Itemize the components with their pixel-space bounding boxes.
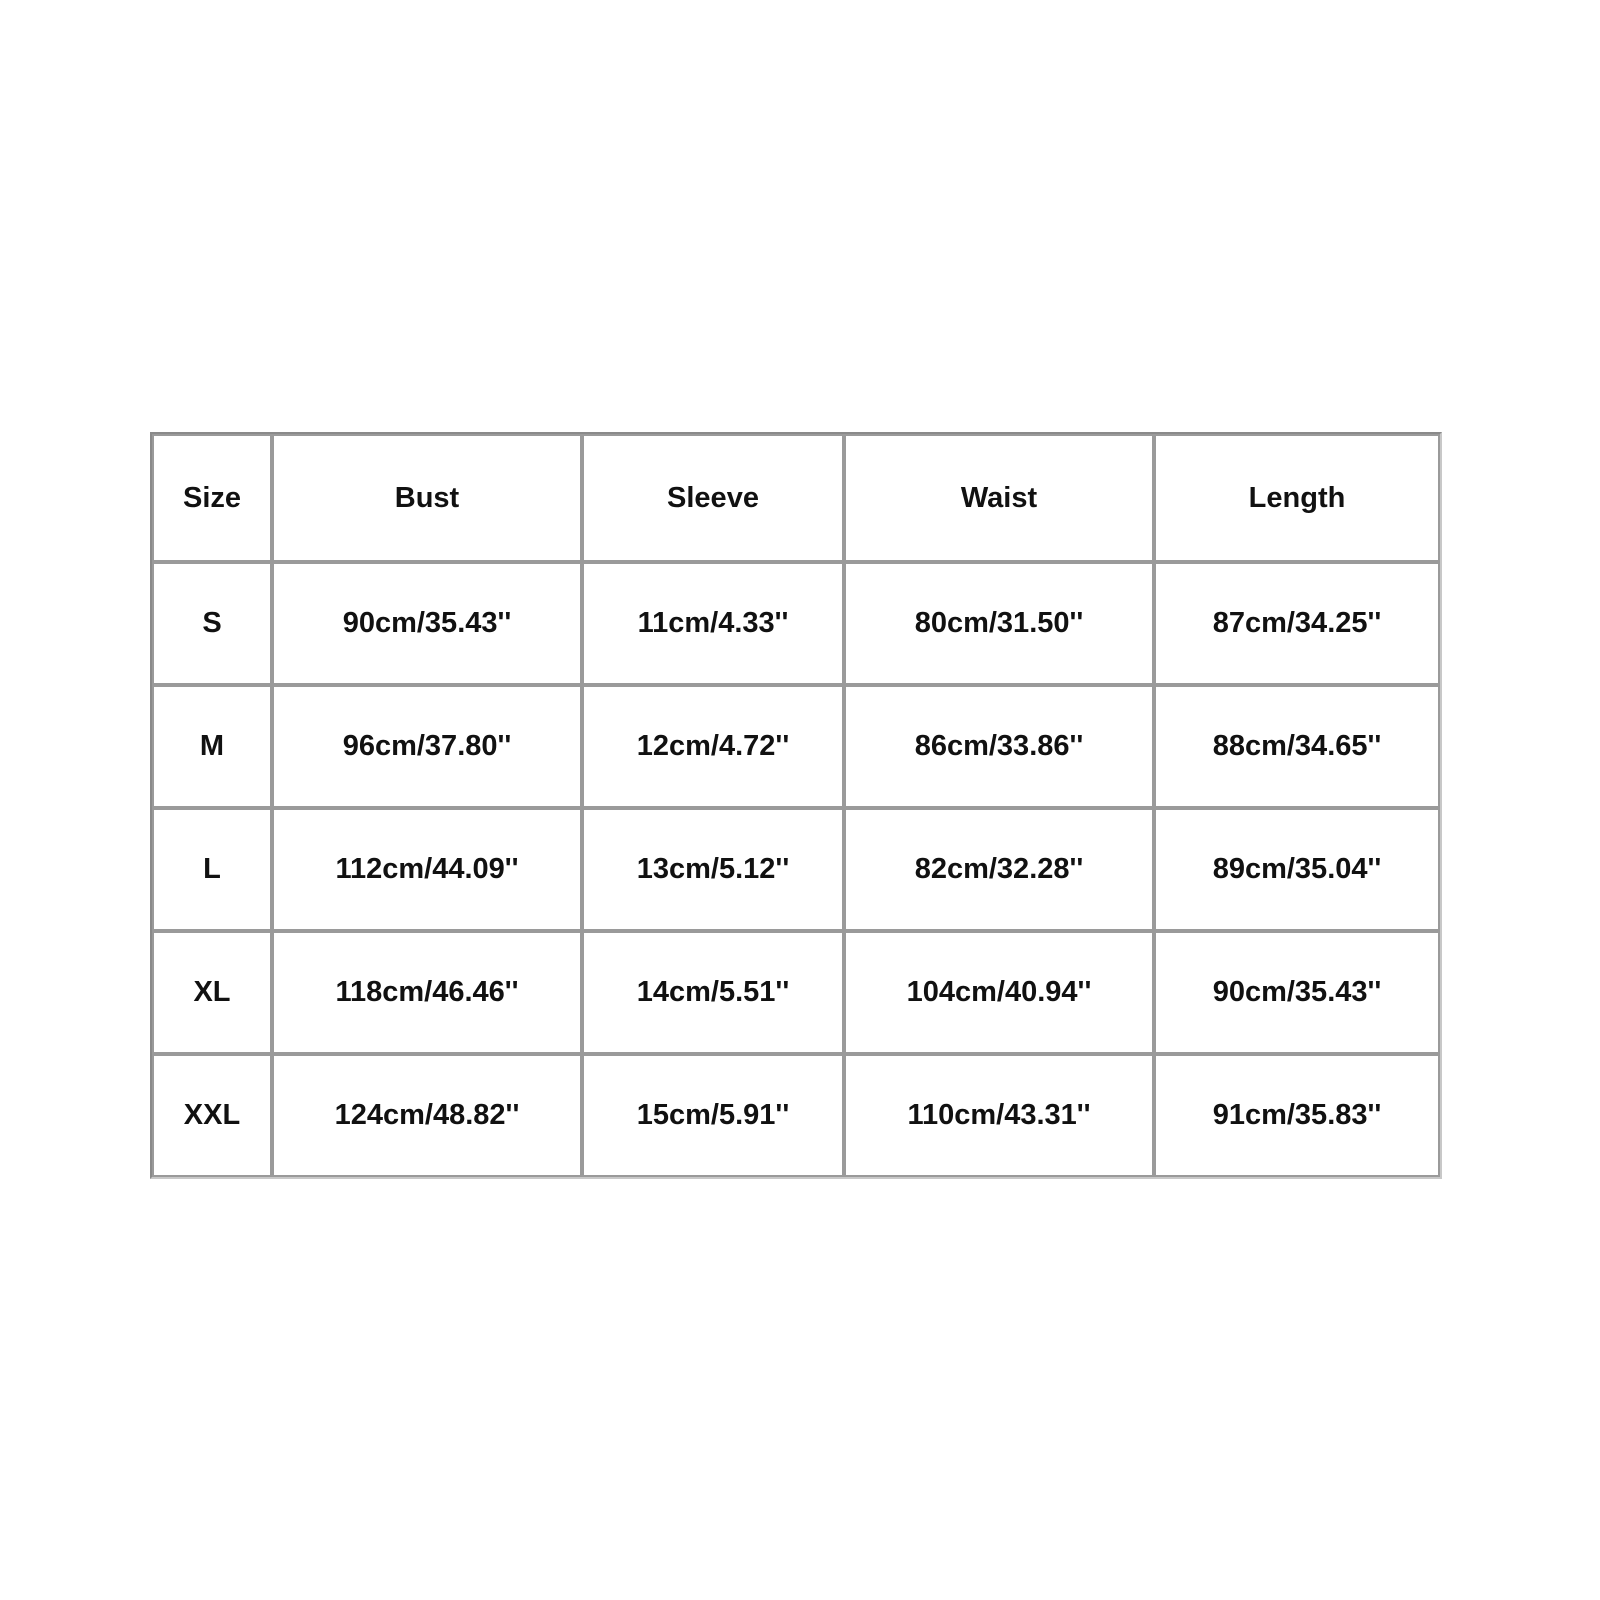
table-row <box>152 685 1440 808</box>
table-row <box>152 1054 1440 1177</box>
cell-bust: 118cm/46.46'' <box>272 931 582 1054</box>
cell-sleeve: 14cm/5.51'' <box>582 931 844 1054</box>
header-bust: Bust <box>272 434 582 562</box>
header-waist: Waist <box>844 434 1154 562</box>
cell-size: L <box>152 808 272 931</box>
header-length: Length <box>1154 434 1440 562</box>
size-chart-table <box>150 432 1442 1179</box>
cell-bust: 96cm/37.80'' <box>272 685 582 808</box>
cell-waist: 80cm/31.50'' <box>844 562 1154 685</box>
cell-bust: 90cm/35.43'' <box>272 562 582 685</box>
cell-size: XXL <box>152 1054 272 1177</box>
cell-length: 91cm/35.83'' <box>1154 1054 1440 1177</box>
cell-waist: 110cm/43.31'' <box>844 1054 1154 1177</box>
cell-sleeve: 12cm/4.72'' <box>582 685 844 808</box>
cell-waist: 104cm/40.94'' <box>844 931 1154 1054</box>
cell-sleeve: 13cm/5.12'' <box>582 808 844 931</box>
cell-length: 89cm/35.04'' <box>1154 808 1440 931</box>
cell-bust: 112cm/44.09'' <box>272 808 582 931</box>
header-size: Size <box>152 434 272 562</box>
cell-bust: 124cm/48.82'' <box>272 1054 582 1177</box>
cell-size: S <box>152 562 272 685</box>
table-row <box>152 931 1440 1054</box>
table-row <box>152 808 1440 931</box>
cell-size: M <box>152 685 272 808</box>
cell-waist: 82cm/32.28'' <box>844 808 1154 931</box>
cell-sleeve: 11cm/4.33'' <box>582 562 844 685</box>
table-header-row <box>152 434 1440 562</box>
table-row <box>152 562 1440 685</box>
cell-length: 87cm/34.25'' <box>1154 562 1440 685</box>
cell-sleeve: 15cm/5.91'' <box>582 1054 844 1177</box>
header-sleeve: Sleeve <box>582 434 844 562</box>
cell-length: 88cm/34.65'' <box>1154 685 1440 808</box>
cell-length: 90cm/35.43'' <box>1154 931 1440 1054</box>
cell-waist: 86cm/33.86'' <box>844 685 1154 808</box>
cell-size: XL <box>152 931 272 1054</box>
